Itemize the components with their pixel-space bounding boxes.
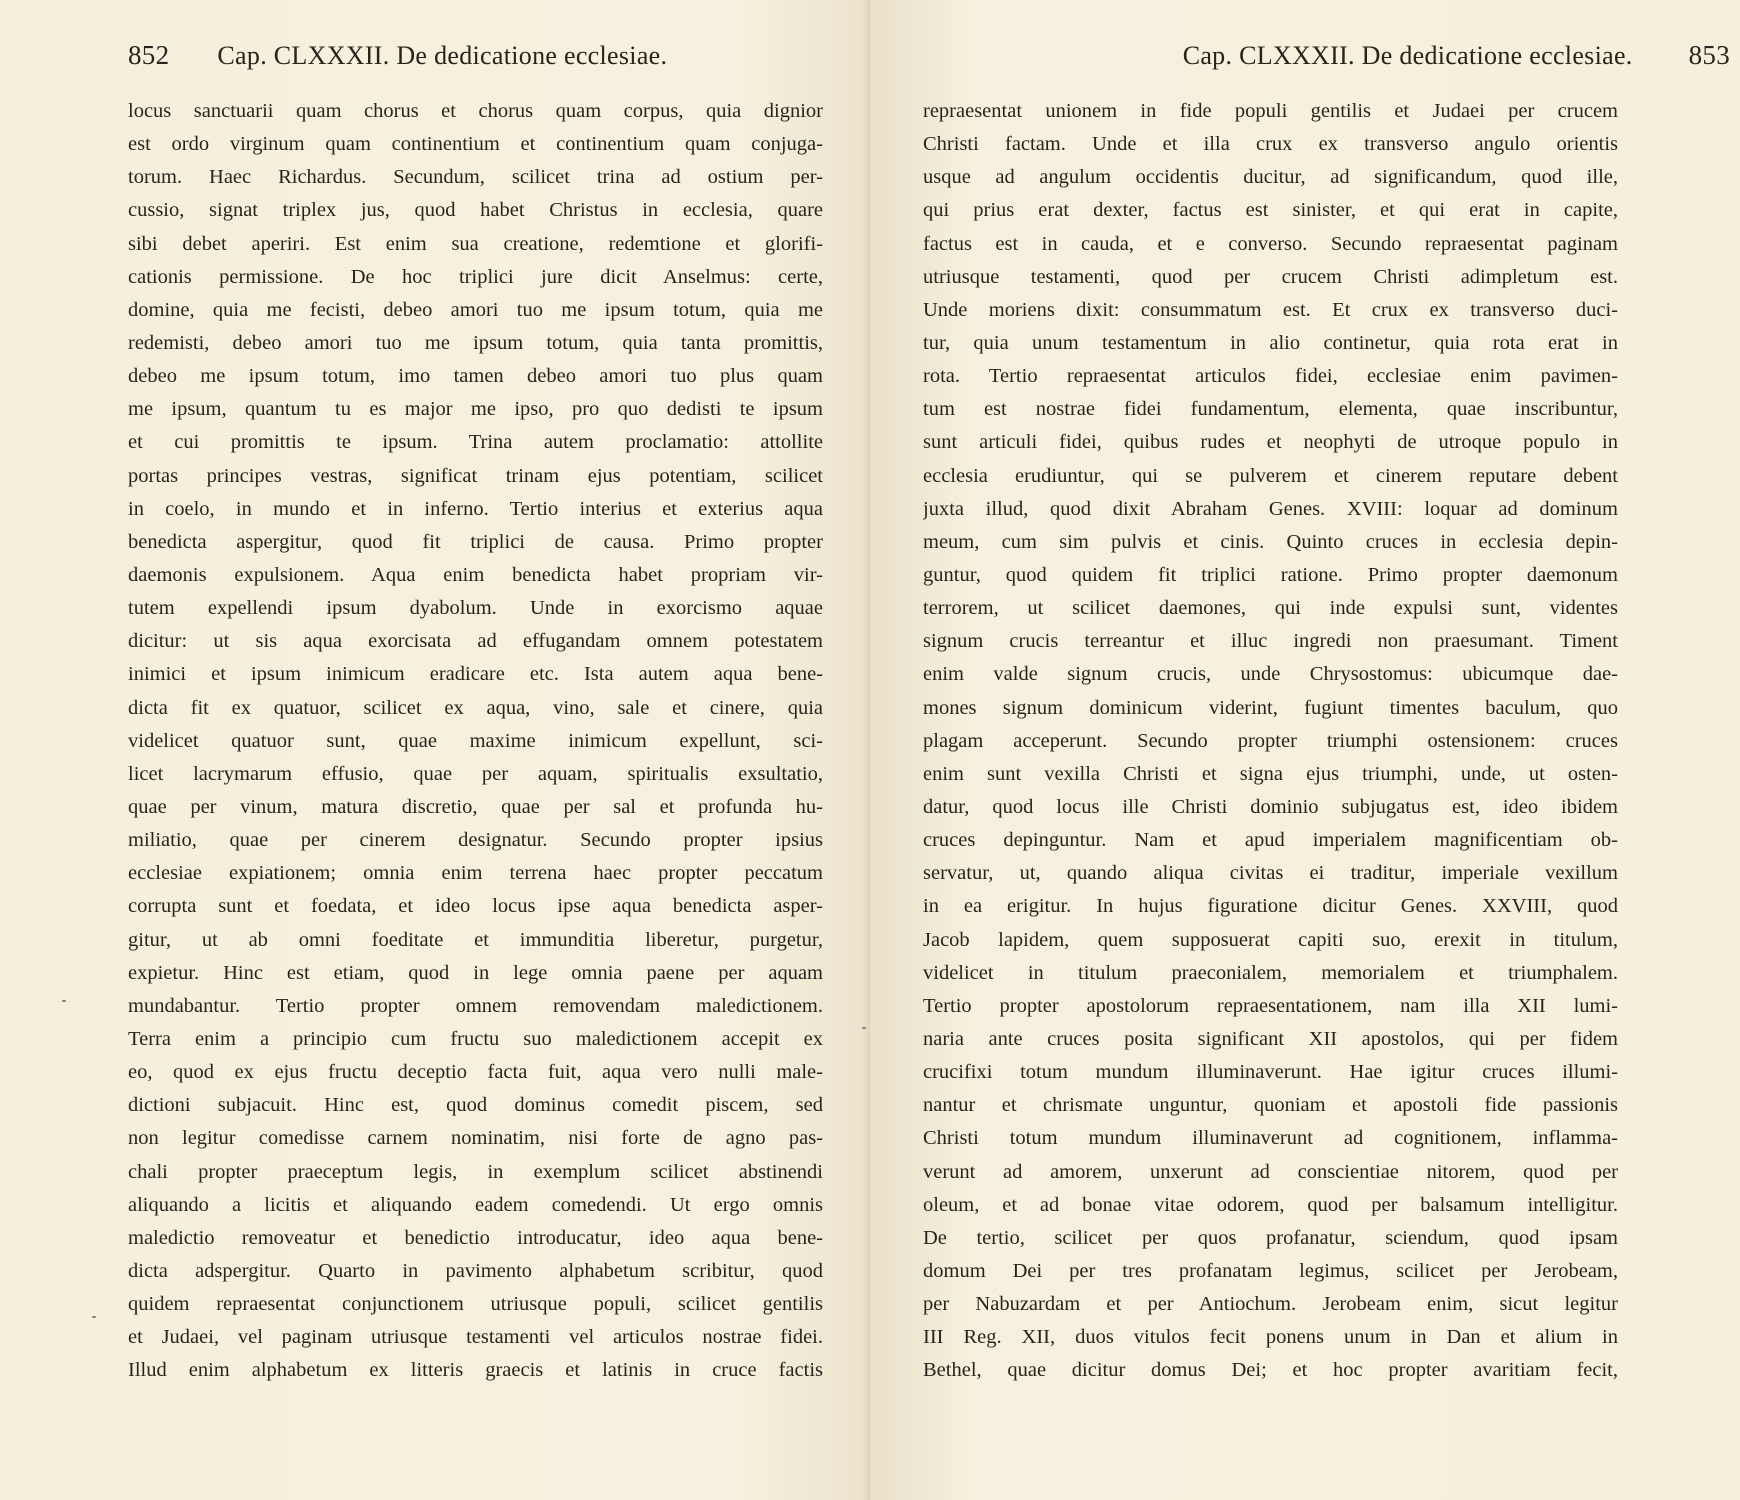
text-line: corrupta sunt et foedata, et ideo locus ipse aqua benedicta asper-: [128, 895, 823, 918]
text-line: ecclesia erudiuntur, qui se pulverem et cinerem reputare debent: [923, 464, 1618, 487]
text-line: Terra enim a principio cum fructu suo maledictionem accepit ex: [128, 1027, 823, 1050]
text-line: verunt ad amorem, unxerunt ad conscientiae nitorem, quod per: [923, 1160, 1618, 1183]
text-line: enim valde signum crucis, unde Chrysostomus: ubicumque dae-: [923, 663, 1618, 686]
right-running-title: Cap. CLXXXII. De dedicatione ecclesiae.: [1182, 41, 1633, 70]
text-line: utriusque testamenti, quod per crucem Christi adimpletum est.: [923, 265, 1618, 288]
left-page-header: [128, 40, 828, 80]
text-line: torum. Haec Richardus. Secundum, scilicet trina ad ostium per-: [128, 166, 823, 189]
text-line: me ipsum, quantum tu es major me ipso, pro quo dedisti te ipsum: [128, 398, 823, 421]
text-line: mones signum dominicum viderint, fugiunt timentes baculum, quo: [923, 696, 1618, 719]
text-line: juxta illud, quod dixit Abraham Genes. XVIII: loquar ad dominum: [923, 497, 1618, 520]
text-line: III Reg. XII, duos vitulos fecit ponens unum in Dan et alium in: [923, 1326, 1618, 1349]
text-line: nantur et chrismate unguntur, quoniam et apostoli fide passionis: [923, 1094, 1618, 1117]
text-line: gitur, ut ab omni foeditate et immunditia liberetur, purgetur,: [128, 928, 823, 951]
text-line: dicta fit ex quatuor, scilicet ex aqua, vino, sale et cinere, quia: [128, 696, 823, 719]
left-page-text: [128, 95, 823, 1387]
text-line: eo, quod ex ejus fructu deceptio facta fuit, aqua vero nulli male-: [128, 1061, 823, 1084]
text-line: per Nabuzardam et per Antiochum. Jerobeam enim, sicut legitur: [923, 1293, 1618, 1316]
text-line: sibi debet aperiri. Est enim sua creatione, redemtione et glorifi-: [128, 232, 823, 255]
text-line: Bethel, quae dicitur domus Dei; et hoc propter avaritiam fecit,: [923, 1359, 1618, 1382]
text-line: tum est nostrae fidei fundamentum, elementa, quae inscribuntur,: [923, 398, 1618, 421]
text-line: inimici et ipsum inimicum eradicare etc. Ista autem aqua bene-: [128, 663, 823, 686]
text-line: mundabantur. Tertio propter omnem removendam maledictionem.: [128, 994, 823, 1017]
text-line: videlicet in titulum praeconialem, memorialem et triumphalem.: [923, 961, 1618, 984]
text-line: enim sunt vexilla Christi et signa ejus triumphi, unde, ut osten-: [923, 762, 1618, 785]
text-line: datur, quod locus ille Christi dominio subjugatus est, ideo ibidem: [923, 795, 1618, 818]
text-line: servatur, ut, quando aliqua civitas ei traditur, imperiale vexillum: [923, 862, 1618, 885]
text-line: cruces depinguntur. Nam et apud imperialem magnificentiam ob-: [923, 829, 1618, 852]
text-line: Jacob lapidem, quem supposuerat capiti suo, erexit in titulum,: [923, 928, 1618, 951]
text-line: rota. Tertio repraesentat articulos fidei, ecclesiae enim pavimen-: [923, 365, 1618, 388]
text-line: guntur, quod quidem fit triplici ratione. Primo propter daemonum: [923, 563, 1618, 586]
text-line: expietur. Hinc est etiam, quod in lege omnia paene per aquam: [128, 961, 823, 984]
text-line: Christi totum mundum illuminaverunt ad cognitionem, inflamma-: [923, 1127, 1618, 1150]
text-line: est ordo virginum quam continentium et continentium quam conjuga-: [128, 133, 823, 156]
text-line: cationis permissione. De hoc triplici jure dicit Anselmus: certe,: [128, 265, 823, 288]
right-page: [870, 0, 1740, 1500]
text-line: Tertio propter apostolorum repraesentationem, nam illa XII lumi-: [923, 994, 1618, 1017]
text-line: chali propter praeceptum legis, in exemplum scilicet abstinendi: [128, 1160, 823, 1183]
text-line: repraesentat unionem in fide populi gentilis et Judaei per crucem: [923, 100, 1618, 122]
paper-speck: [62, 1000, 66, 1002]
left-running-title: Cap. CLXXXII. De dedicatione ecclesiae.: [217, 41, 668, 70]
text-line: tutem expellendi ipsum dyabolum. Unde in exorcismo aquae: [128, 597, 823, 620]
text-line: ecclesiae expiationem; omnia enim terrena haec propter peccatum: [128, 862, 823, 885]
text-line: cussio, signat triplex jus, quod habet Christus in ecclesia, quare: [128, 199, 823, 222]
text-line: dicitur: ut sis aqua exorcisata ad effugandam omnem potestatem: [128, 630, 823, 653]
text-line: De tertio, scilicet per quos profanatur, sciendum, quod ipsam: [923, 1226, 1618, 1249]
text-line: qui prius erat dexter, factus est sinister, et qui erat in capite,: [923, 199, 1618, 222]
text-line: plagam acceperunt. Secundo propter triumphi ostensionem: cruces: [923, 729, 1618, 752]
text-line: sunt articuli fidei, quibus rudes et neophyti de utroque populo in: [923, 431, 1618, 454]
text-line: domine, quia me fecisti, debeo amori tuo me ipsum totum, quia me: [128, 298, 823, 321]
text-line: crucifixi totum mundum illuminaverunt. Hae igitur cruces illumi-: [923, 1061, 1618, 1084]
text-line: maledictio removeatur et benedictio introducatur, ideo aqua bene-: [128, 1226, 823, 1249]
text-line: signum crucis terreantur et illuc ingredi non praesumant. Timent: [923, 630, 1618, 653]
right-page-text: [923, 95, 1618, 1387]
text-line: factus est in cauda, et e converso. Secundo repraesentat paginam: [923, 232, 1618, 255]
text-line: portas principes vestras, significat trinam ejus potentiam, scilicet: [128, 464, 823, 487]
right-page-number: 853: [1688, 40, 1730, 70]
text-line: domum Dei per tres profanatam legimus, scilicet per Jerobeam,: [923, 1259, 1618, 1282]
text-line: in ea erigitur. In hujus figuratione dicitur Genes. XXVIII, quod: [923, 895, 1618, 918]
left-page-number: 852: [128, 40, 170, 70]
text-line: benedicta aspergitur, quod fit triplici de causa. Primo propter: [128, 530, 823, 553]
text-line: locus sanctuarii quam chorus et chorus quam corpus, quia dignior: [128, 100, 823, 122]
text-line: videlicet quatuor sunt, quae maxime inimicum expellunt, sci-: [128, 729, 823, 752]
text-line: quidem repraesentat conjunctionem utriusque populi, scilicet gentilis: [128, 1293, 823, 1316]
text-line: redemisti, debeo amori tuo me ipsum totum, quia tanta promittis,: [128, 331, 823, 354]
text-line: quae per vinum, matura discretio, quae per sal et profunda hu-: [128, 795, 823, 818]
text-line: naria ante cruces posita significant XII apostolos, qui per fidem: [923, 1027, 1618, 1050]
text-line: in coelo, in mundo et in inferno. Tertio interius et exterius aqua: [128, 497, 823, 520]
text-line: et cui promittis te ipsum. Trina autem proclamatio: attollite: [128, 431, 823, 454]
text-line: daemonis expulsionem. Aqua enim benedicta habet propriam vir-: [128, 563, 823, 586]
text-line: dictioni subjacuit. Hinc est, quod dominus comedit piscem, sed: [128, 1094, 823, 1117]
text-line: non legitur comedisse carnem nominatim, nisi forte de agno pas-: [128, 1127, 823, 1150]
text-line: Christi factam. Unde et illa crux ex transverso angulo orientis: [923, 133, 1618, 156]
text-line: terrorem, ut scilicet daemones, qui inde expulsi sunt, videntes: [923, 597, 1618, 620]
text-line: oleum, et ad bonae vitae odorem, quod per balsamum intelligitur.: [923, 1193, 1618, 1216]
text-line: Illud enim alphabetum ex litteris graecis et latinis in cruce factis: [128, 1359, 823, 1382]
right-page-header: [1030, 40, 1730, 80]
text-line: licet lacrymarum effusio, quae per aquam, spiritualis exsultatio,: [128, 762, 823, 785]
text-line: et Judaei, vel paginam utriusque testamenti vel articulos nostrae fidei.: [128, 1326, 823, 1349]
paper-speck: [92, 1316, 96, 1318]
text-line: debeo me ipsum totum, imo tamen debeo amori tuo plus quam: [128, 365, 823, 388]
text-line: aliquando a licitis et aliquando eadem comedendi. Ut ergo omnis: [128, 1193, 823, 1216]
text-line: miliatio, quae per cinerem designatur. Secundo propter ipsius: [128, 829, 823, 852]
text-line: Unde moriens dixit: consummatum est. Et crux ex transverso duci-: [923, 298, 1618, 321]
text-line: meum, cum sim pulvis et cinis. Quinto cruces in ecclesia depin-: [923, 530, 1618, 553]
text-line: usque ad angulum occidentis ducitur, ad significandum, quod ille,: [923, 166, 1618, 189]
text-line: tur, quia unum testamentum in alio continetur, quia rota erat in: [923, 331, 1618, 354]
text-line: dicta adspergitur. Quarto in pavimento alphabetum scribitur, quod: [128, 1259, 823, 1282]
